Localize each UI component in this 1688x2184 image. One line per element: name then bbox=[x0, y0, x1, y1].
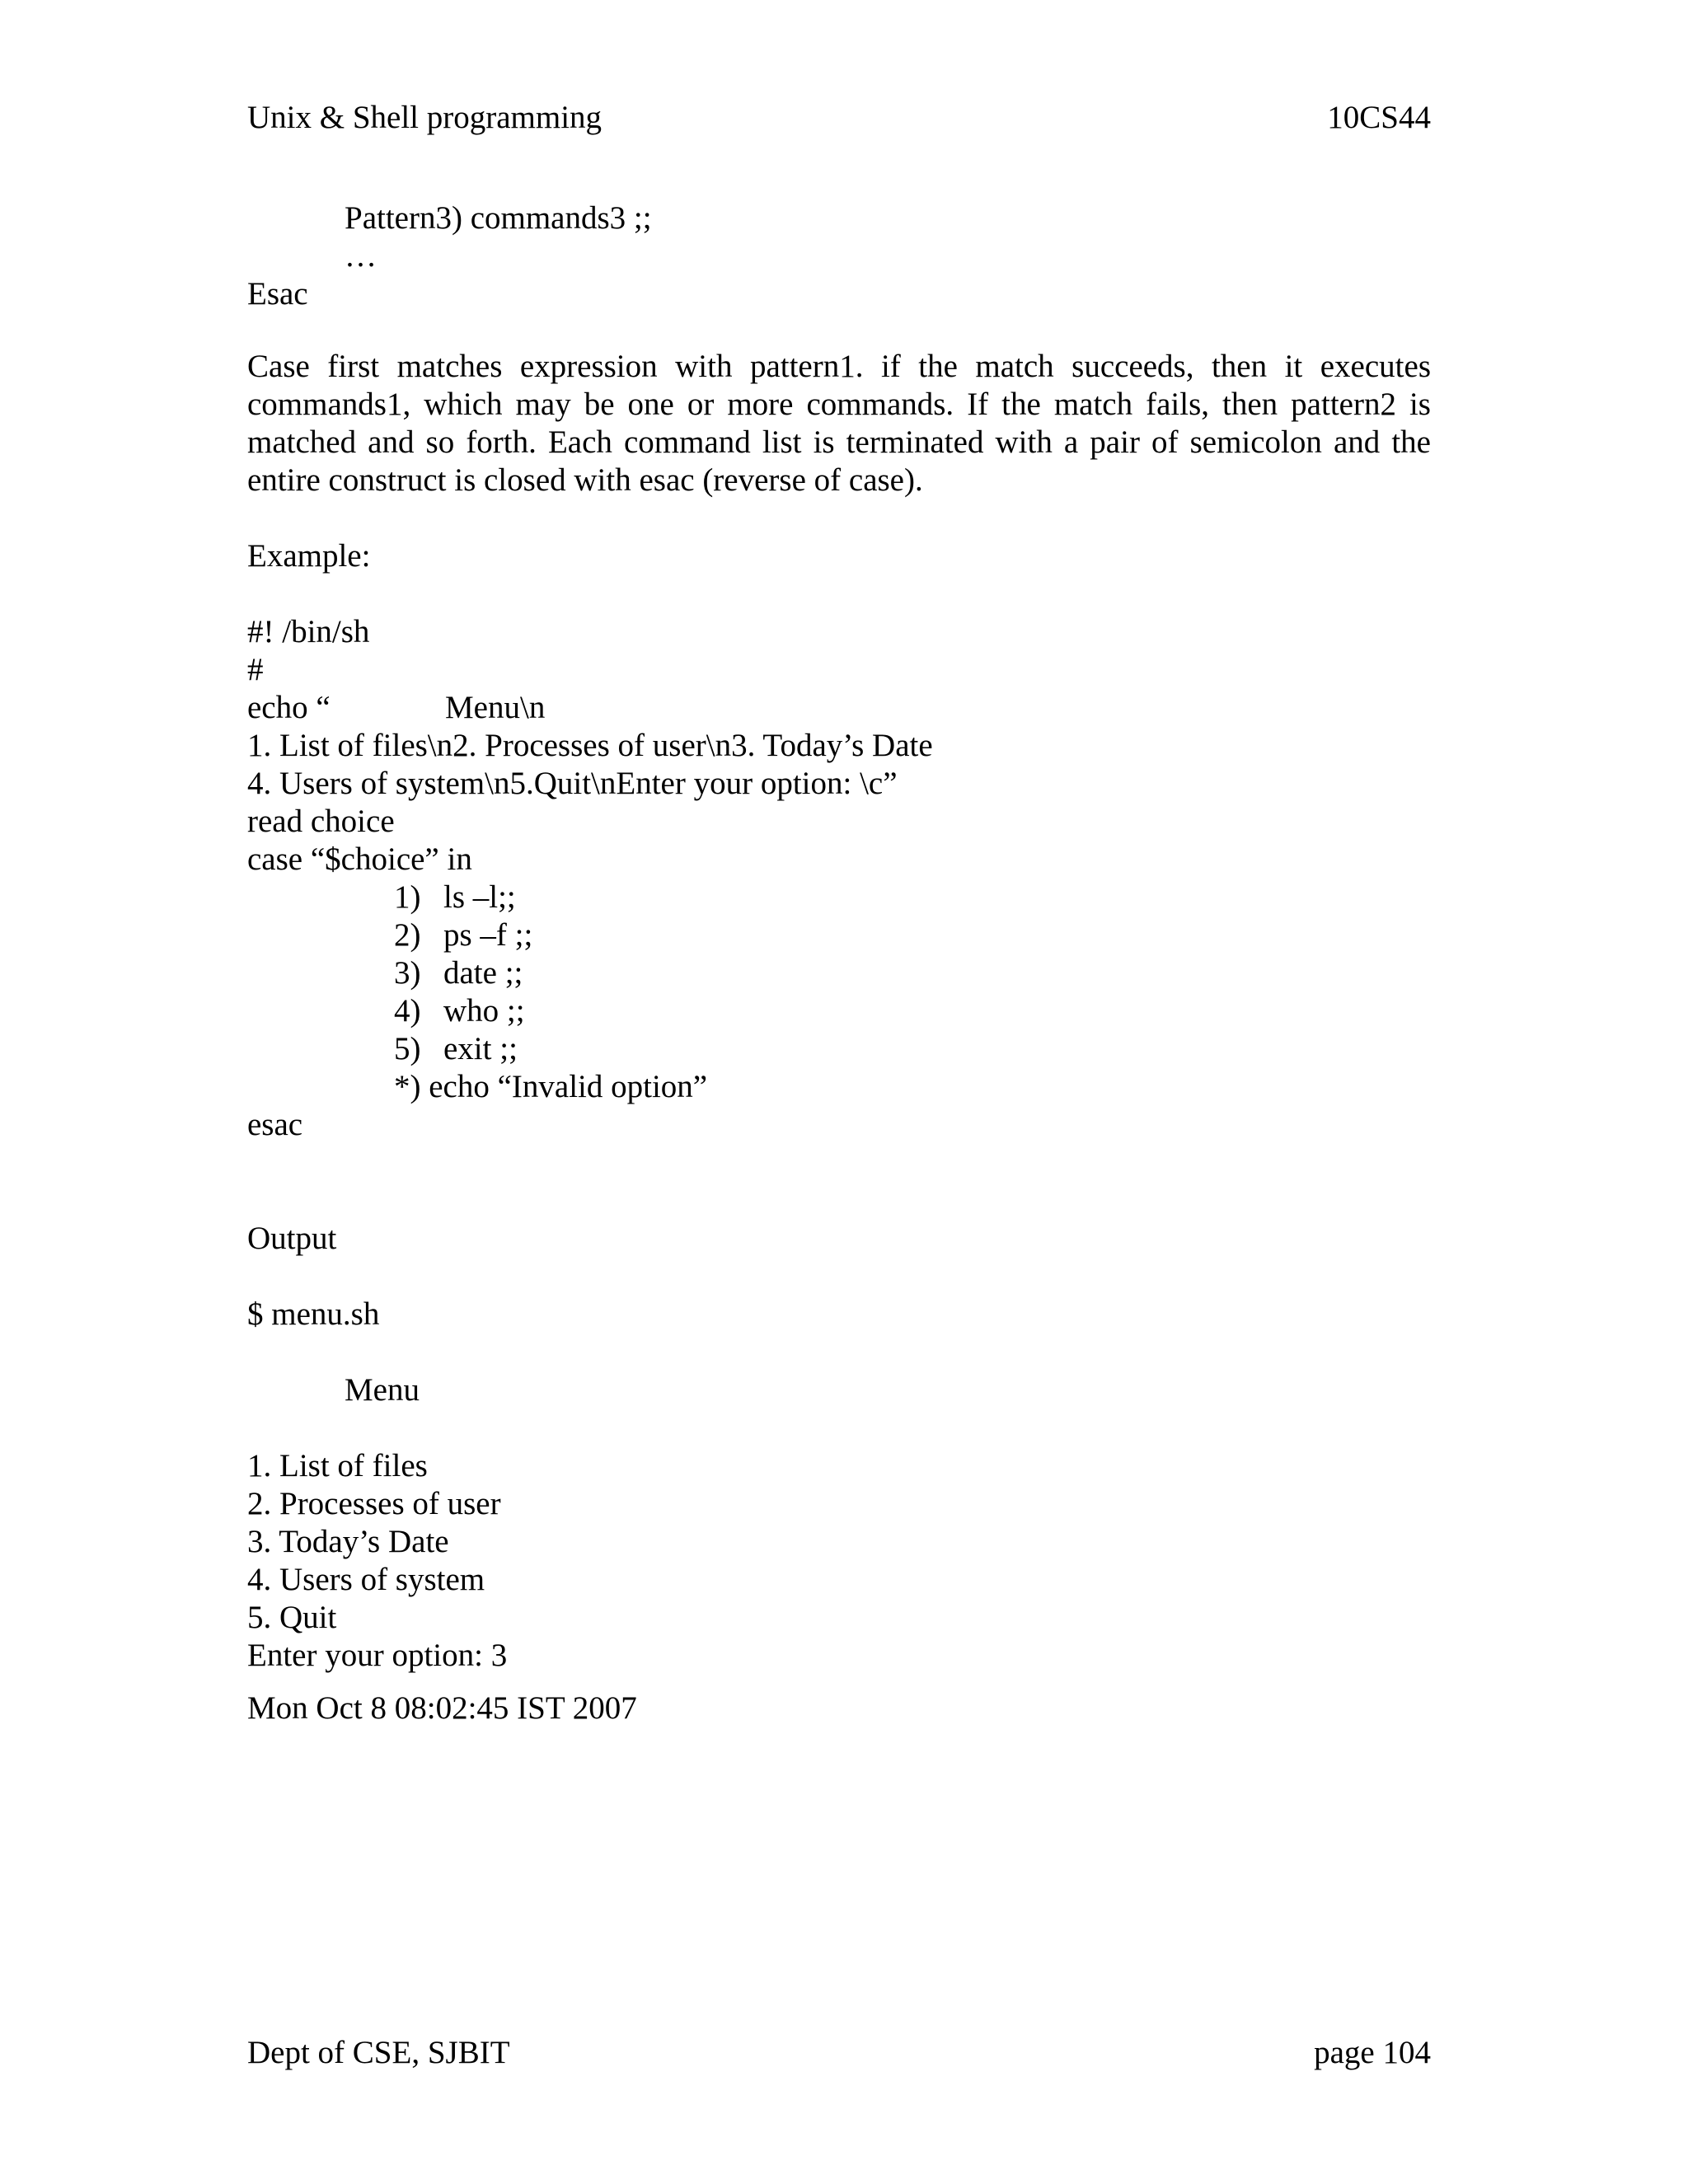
script-echo-line-2: 1. List of files\n2. Processes of user\n3. Today’s Date bbox=[247, 728, 933, 763]
script-case-line: case “$choice” in bbox=[247, 841, 472, 877]
output-command: $ menu.sh bbox=[247, 1296, 380, 1332]
case-command: date ;; bbox=[443, 955, 523, 991]
example-label: Example: bbox=[247, 538, 371, 574]
script-echo-start: echo “ bbox=[247, 690, 331, 725]
output-menu-item: 4. Users of system bbox=[247, 1562, 485, 1597]
case-command: who ;; bbox=[443, 993, 525, 1029]
output-prompt: Enter your option: 3 bbox=[247, 1638, 508, 1673]
case-command: ls –l;; bbox=[443, 879, 516, 915]
script-echo-menu: Menu\n bbox=[445, 690, 546, 725]
case-number: 4) bbox=[394, 993, 421, 1029]
script-comment: # bbox=[247, 652, 264, 687]
syntax-esac: Esac bbox=[247, 276, 308, 312]
header-course-code: 10CS44 bbox=[1327, 100, 1431, 135]
output-date-result: Mon Oct 8 08:02:45 IST 2007 bbox=[247, 1690, 637, 1726]
output-menu-item: 5. Quit bbox=[247, 1600, 337, 1635]
output-menu-item: 2. Processes of user bbox=[247, 1486, 501, 1521]
script-read-choice: read choice bbox=[247, 804, 395, 839]
output-menu-item: 3. Today’s Date bbox=[247, 1524, 449, 1559]
script-esac: esac bbox=[247, 1107, 303, 1142]
case-description-paragraph: Case first matches expression with pattern1. if the match succeeds, then it executes commands1, which may be one or more commands. If the match fails, then pattern2 is matched and so forth. Each command list is terminated with a pair of semicolon and the entire construct is closed with esac (reverse of case). bbox=[247, 349, 1431, 498]
case-command: exit ;; bbox=[443, 1031, 518, 1066]
footer-page-number: page 104 bbox=[1314, 2035, 1431, 2070]
output-menu-item: 1. List of files bbox=[247, 1448, 428, 1483]
footer-department: Dept of CSE, SJBIT bbox=[247, 2035, 510, 2070]
output-label: Output bbox=[247, 1221, 337, 1256]
header-title: Unix & Shell programming bbox=[247, 100, 603, 135]
script-echo-line-3: 4. Users of system\n5.Quit\nEnter your option: \c” bbox=[247, 766, 898, 801]
syntax-pattern3: Pattern3) commands3 ;; bbox=[345, 200, 652, 236]
case-number: 3) bbox=[394, 955, 421, 991]
case-number: 5) bbox=[394, 1031, 421, 1066]
syntax-ellipsis: … bbox=[345, 238, 377, 274]
script-shebang: #! /bin/sh bbox=[247, 614, 370, 649]
case-default: *) echo “Invalid option” bbox=[394, 1069, 708, 1104]
case-number: 1) bbox=[394, 879, 421, 915]
case-number: 2) bbox=[394, 917, 421, 953]
case-command: ps –f ;; bbox=[443, 917, 533, 953]
output-menu-title: Menu bbox=[345, 1372, 420, 1408]
